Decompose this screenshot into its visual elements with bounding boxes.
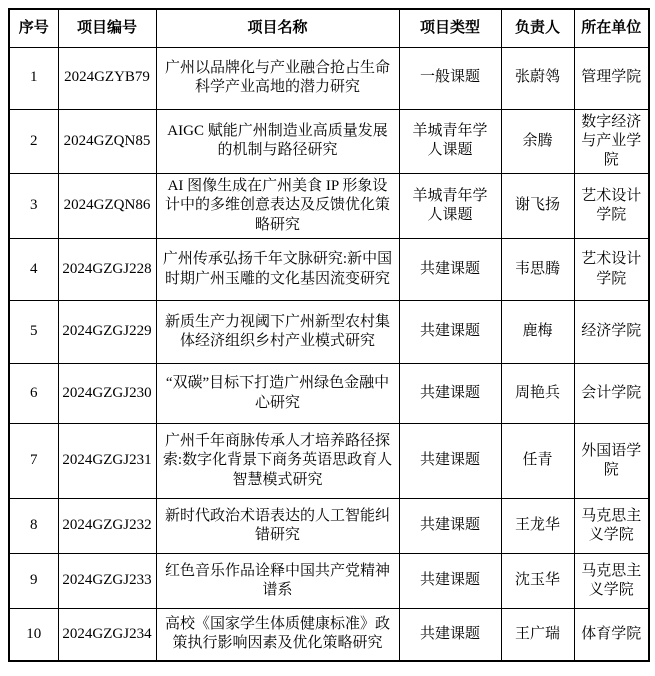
table-row [9, 301, 649, 364]
cell-no: 9 [9, 554, 58, 609]
cell-name: AI 图像生成在广州美食 IP 形象设计中的多维创意表达及反馈优化策略研究 [156, 174, 399, 239]
cell-name: “双碳”目标下打造广州绿色金融中心研究 [156, 364, 399, 424]
table-row [9, 609, 649, 661]
cell-leader: 鹿梅 [501, 301, 574, 364]
cell-leader: 沈玉华 [501, 554, 574, 609]
cell-leader: 任青 [501, 424, 574, 499]
cell-no: 8 [9, 499, 58, 554]
cell-no: 4 [9, 239, 58, 301]
cell-no: 3 [9, 174, 58, 239]
cell-type: 一般课题 [399, 47, 501, 109]
projects-table [8, 8, 650, 662]
cell-code: 2024GZYB79 [58, 47, 156, 109]
cell-code: 2024GZGJ232 [58, 499, 156, 554]
cell-code: 2024GZGJ233 [58, 554, 156, 609]
cell-no: 7 [9, 424, 58, 499]
cell-type: 共建课题 [399, 554, 501, 609]
cell-no: 5 [9, 301, 58, 364]
cell-name: 广州千年商脉传承人才培养路径探索:数字化背景下商务英语思政育人智慧模式研究 [156, 424, 399, 499]
header-cell-type: 项目类型 [399, 9, 501, 47]
cell-unit: 数字经济与产业学院 [574, 109, 649, 174]
header-cell-no: 序号 [9, 9, 58, 47]
cell-unit: 经济学院 [574, 301, 649, 364]
table-row [9, 47, 649, 109]
cell-unit: 体育学院 [574, 609, 649, 661]
table-row [9, 174, 649, 239]
cell-type: 共建课题 [399, 609, 501, 661]
cell-type: 共建课题 [399, 301, 501, 364]
cell-code: 2024GZGJ230 [58, 364, 156, 424]
table-row [9, 109, 649, 174]
cell-name: 红色音乐作品诠释中国共产党精神谱系 [156, 554, 399, 609]
table-row [9, 364, 649, 424]
cell-type: 共建课题 [399, 239, 501, 301]
cell-name: 广州传承弘扬千年文脉研究:新中国时期广州玉雕的文化基因流变研究 [156, 239, 399, 301]
table-row [9, 499, 649, 554]
table-row [9, 424, 649, 499]
cell-type: 羊城青年学人课题 [399, 109, 501, 174]
cell-type: 共建课题 [399, 499, 501, 554]
cell-name: 广州以品牌化与产业融合抢占生命科学产业高地的潜力研究 [156, 47, 399, 109]
cell-leader: 王广瑞 [501, 609, 574, 661]
cell-unit: 马克思主义学院 [574, 554, 649, 609]
cell-code: 2024GZGJ231 [58, 424, 156, 499]
cell-name: 高校《国家学生体质健康标准》政策执行影响因素及优化策略研究 [156, 609, 399, 661]
cell-code: 2024GZQN86 [58, 174, 156, 239]
header-cell-code: 项目编号 [58, 9, 156, 47]
cell-no: 10 [9, 609, 58, 661]
cell-no: 1 [9, 47, 58, 109]
cell-leader: 王龙华 [501, 499, 574, 554]
cell-name: 新时代政治术语表达的人工智能纠错研究 [156, 499, 399, 554]
cell-unit: 艺术设计学院 [574, 239, 649, 301]
cell-leader: 余腾 [501, 109, 574, 174]
cell-code: 2024GZGJ229 [58, 301, 156, 364]
cell-code: 2024GZGJ234 [58, 609, 156, 661]
cell-no: 2 [9, 109, 58, 174]
cell-name: 新质生产力视阈下广州新型农村集体经济组织乡村产业模式研究 [156, 301, 399, 364]
cell-leader: 谢飞扬 [501, 174, 574, 239]
cell-name: AIGC 赋能广州制造业高质量发展的机制与路径研究 [156, 109, 399, 174]
header-cell-unit: 所在单位 [574, 9, 649, 47]
cell-leader: 韦思腾 [501, 239, 574, 301]
table-row [9, 554, 649, 609]
cell-unit: 管理学院 [574, 47, 649, 109]
table-row [9, 239, 649, 301]
cell-code: 2024GZQN85 [58, 109, 156, 174]
header-cell-name: 项目名称 [156, 9, 399, 47]
header-row [9, 9, 649, 47]
cell-unit: 外国语学院 [574, 424, 649, 499]
cell-unit: 会计学院 [574, 364, 649, 424]
cell-type: 共建课题 [399, 424, 501, 499]
cell-type: 共建课题 [399, 364, 501, 424]
cell-unit: 马克思主义学院 [574, 499, 649, 554]
cell-leader: 张蔚鸰 [501, 47, 574, 109]
header-cell-leader: 负责人 [501, 9, 574, 47]
cell-no: 6 [9, 364, 58, 424]
cell-type: 羊城青年学人课题 [399, 174, 501, 239]
cell-code: 2024GZGJ228 [58, 239, 156, 301]
cell-unit: 艺术设计学院 [574, 174, 649, 239]
cell-leader: 周艳兵 [501, 364, 574, 424]
